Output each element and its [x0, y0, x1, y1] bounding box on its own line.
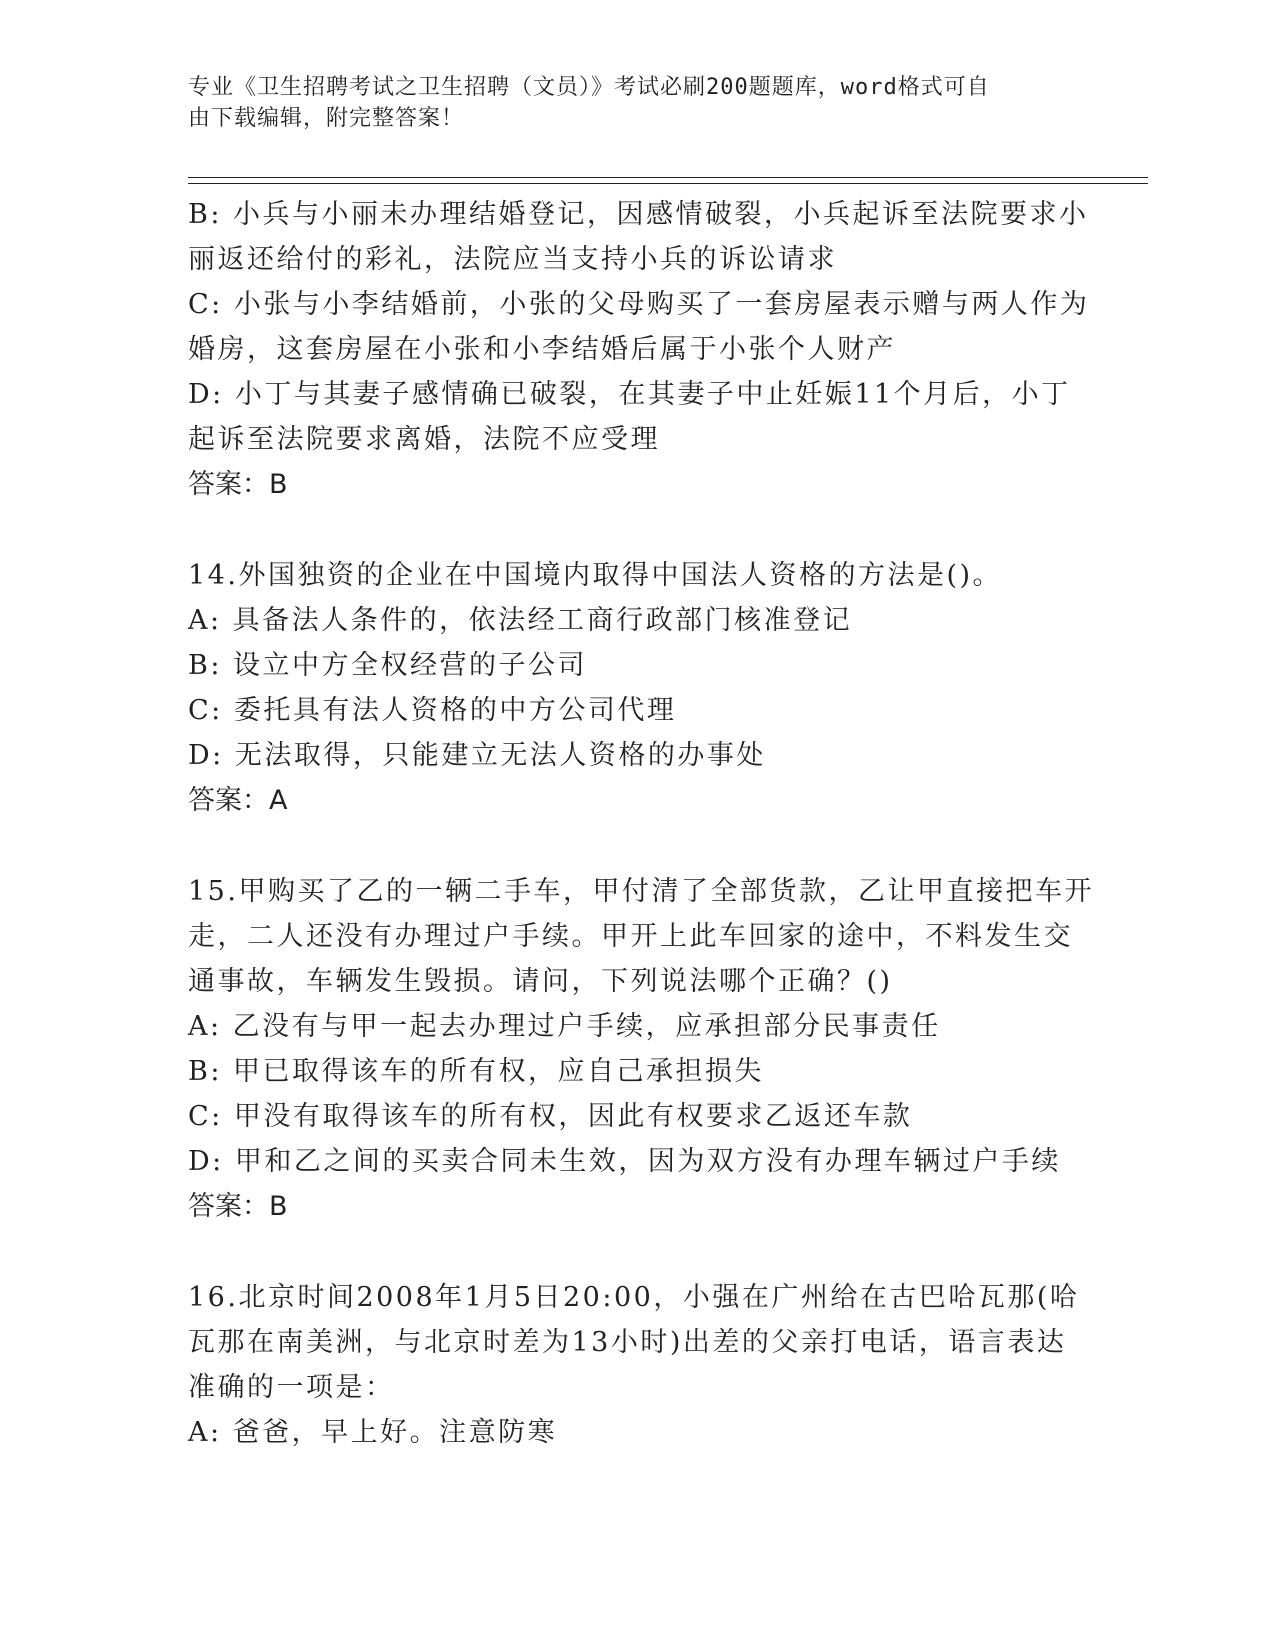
q16-question-line-1: 16.北京时间2008年1月5日20:00，小强在广州给在古巴哈瓦那(哈 — [188, 1282, 1080, 1313]
q14-option-b: B: 设立中方全权经营的子公司 — [188, 650, 588, 681]
q14-answer: 答案：A — [188, 785, 288, 816]
header-line-2: 由下载编辑，附完整答案！ — [188, 106, 465, 131]
header-line-1: 专业《卫生招聘考试之卫生招聘（文员）》考试必刷200题题库，word格式可自 — [188, 75, 990, 100]
document-body — [188, 192, 1094, 1455]
header-divider-top — [188, 177, 1148, 178]
spacer — [188, 507, 1088, 553]
q13-option-b-line-1: B: 小兵与小丽未办理结婚登记，因感情破裂，小兵起诉至法院要求小 — [188, 199, 1089, 230]
q15-question-line-3: 通事故，车辆发生毁损。请问，下列说法哪个正确？() — [188, 966, 893, 997]
q13-option-d-line-1: D: 小丁与其妻子感情确已破裂，在其妻子中止妊娠11个月后，小丁 — [188, 379, 1071, 410]
question-16-block — [188, 1275, 1088, 1455]
q15-option-b: B: 甲已取得该车的所有权，应自己承担损失 — [188, 1056, 765, 1087]
question-15-block — [188, 869, 1094, 1229]
q13-option-c-line-1: C: 小张与小李结婚前，小张的父母购买了一套房屋表示赠与两人作为 — [188, 289, 1090, 320]
q14-option-c: C: 委托具有法人资格的中方公司代理 — [188, 695, 677, 726]
q15-question-line-1: 15.甲购买了乙的一辆二手车，甲付清了全部货款，乙让甲直接把车开 — [188, 876, 1094, 907]
q13-option-b-line-2: 丽返还给付的彩礼，法院应当支持小兵的诉讼请求 — [188, 244, 837, 275]
q13-option-d-line-2: 起诉至法院要求离婚，法院不应受理 — [188, 424, 660, 455]
q16-option-a: A: 爸爸，早上好。注意防寒 — [188, 1417, 558, 1448]
page-header — [188, 72, 1068, 134]
spacer — [188, 823, 1088, 869]
spacer — [188, 1229, 1088, 1275]
q13-answer: 答案：B — [188, 469, 288, 500]
q13-option-c-line-2: 婚房，这套房屋在小张和小李结婚后属于小张个人财产 — [188, 334, 896, 365]
q15-question-line-2: 走，二人还没有办理过户手续。甲开上此车回家的途中，不料发生交 — [188, 921, 1073, 952]
question-14-block — [188, 553, 1088, 823]
question-13-block — [188, 192, 1088, 507]
q15-option-a: A: 乙没有与甲一起去办理过户手续，应承担部分民事责任 — [188, 1011, 941, 1042]
q14-option-a: A: 具备法人条件的，依法经工商行政部门核准登记 — [188, 605, 853, 636]
q15-answer: 答案：B — [188, 1191, 288, 1222]
q16-question-line-2: 瓦那在南美洲，与北京时差为13小时)出差的父亲打电话，语言表达 — [188, 1327, 1067, 1358]
q14-option-d: D: 无法取得，只能建立无法人资格的办事处 — [188, 740, 766, 771]
q15-option-d: D: 甲和乙之间的买卖合同未生效，因为双方没有办理车辆过户手续 — [188, 1146, 1061, 1177]
q15-option-c: C: 甲没有取得该车的所有权，因此有权要求乙返还车款 — [188, 1101, 913, 1132]
q16-question-line-3: 准确的一项是： — [188, 1372, 395, 1403]
header-divider-bottom — [188, 183, 1148, 184]
q14-question: 14.外国独资的企业在中国境内取得中国法人资格的方法是()。 — [188, 560, 1003, 591]
